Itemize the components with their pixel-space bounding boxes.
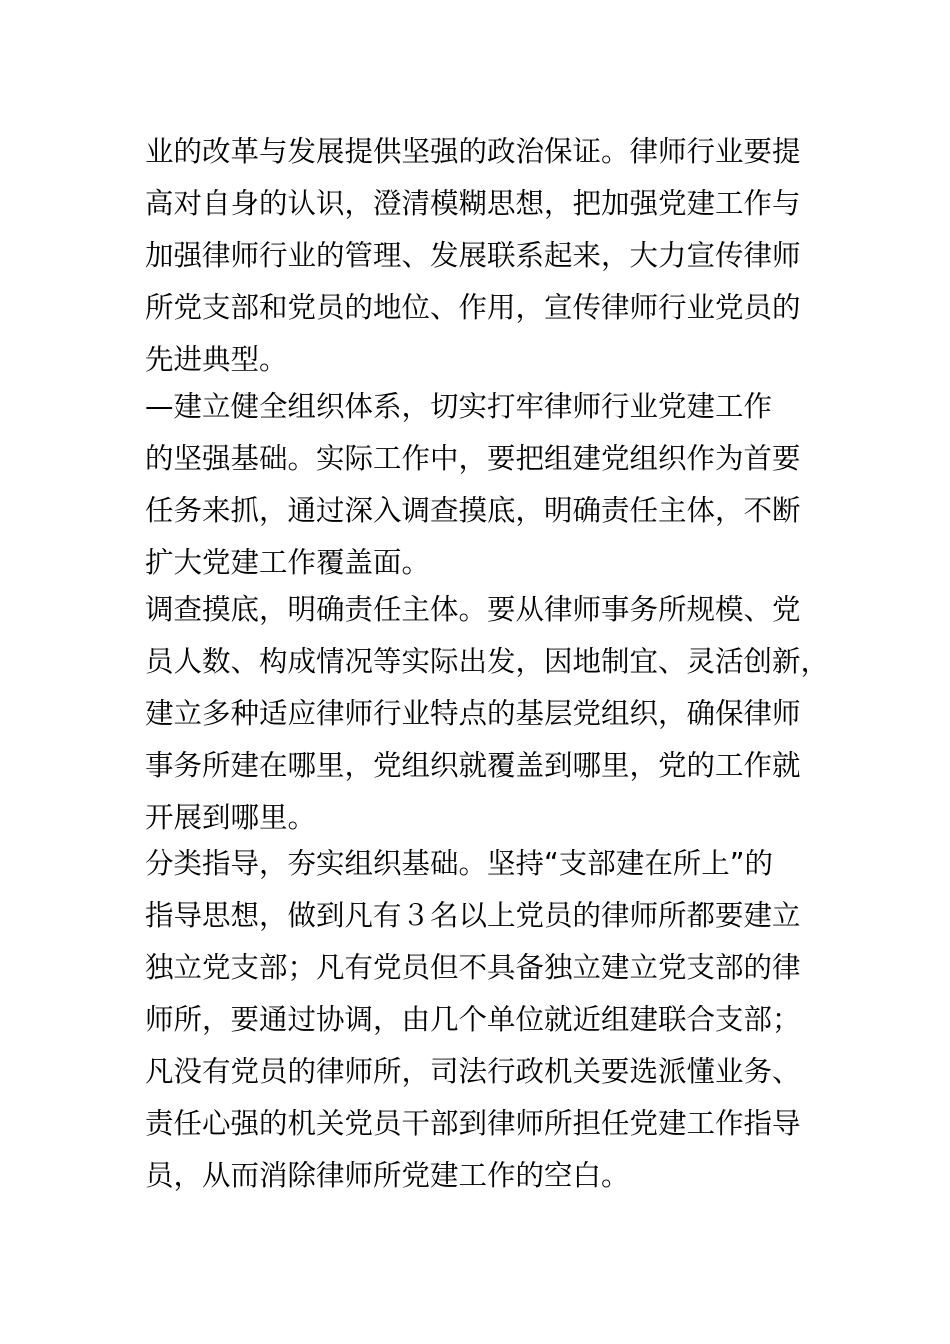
text-line: 师所，要通过协调，由几个单位就近组建联合支部； xyxy=(145,1003,801,1036)
text-line: 独立党支部；凡有党员但不具备独立建立党支部的律 xyxy=(145,951,801,984)
text-line: 开展到哪里。 xyxy=(145,801,317,834)
text-line: 业的改革与发展提供坚强的政治保证。律师行业要提 xyxy=(145,135,801,168)
text-line: 事务所建在哪里，党组织就覆盖到哪里，党的工作就 xyxy=(145,749,801,782)
text-line: 任务来抓，通过深入调查摸底，明确责任主体，不断 xyxy=(145,494,801,527)
text-line: 加强律师行业的管理、发展联系起来，大力宣传律师 xyxy=(145,239,801,272)
text-line: 责任心强的机关党员干部到律师所担任党建工作指导 xyxy=(145,1107,801,1140)
text-line: 建立多种适应律师行业特点的基层党组织，确保律师 xyxy=(145,697,801,730)
text-line: 高对自身的认识，澄清模糊思想，把加强党建工作与 xyxy=(145,187,801,220)
paragraph-4 xyxy=(145,838,810,1202)
text-line: 员，从而消除律师所党建工作的空白。 xyxy=(145,1159,630,1192)
text-line: 先进典型。 xyxy=(145,343,288,376)
paragraph-2 xyxy=(145,381,810,589)
text-line: 的坚强基础。实际工作中，要把组建党组织作为首要 xyxy=(145,442,801,475)
text-line: —建立健全组织体系，切实打牢律师行业党建工作 xyxy=(145,390,773,423)
paragraph-1 xyxy=(145,126,810,386)
text-line: 调查摸底，明确责任主体。要从律师事务所规模、党 xyxy=(145,593,801,626)
text-line: 分类指导，夯实组织基础。坚持“支部建在所上”的 xyxy=(145,847,774,880)
text-line: 扩大党建工作覆盖面。 xyxy=(145,546,431,579)
text-line: 所党支部和党员的地位、作用，宣传律师行业党员的 xyxy=(145,291,801,324)
text-line: 凡没有党员的律师所，司法行政机关要选派懂业务、 xyxy=(145,1055,801,1088)
text-line: 指导思想，做到凡有３名以上党员的律师所都要建立 xyxy=(145,899,801,932)
paragraph-3 xyxy=(145,584,830,844)
text-line: 员人数、构成情况等实际出发，因地制宜、灵活创新， xyxy=(145,645,830,678)
